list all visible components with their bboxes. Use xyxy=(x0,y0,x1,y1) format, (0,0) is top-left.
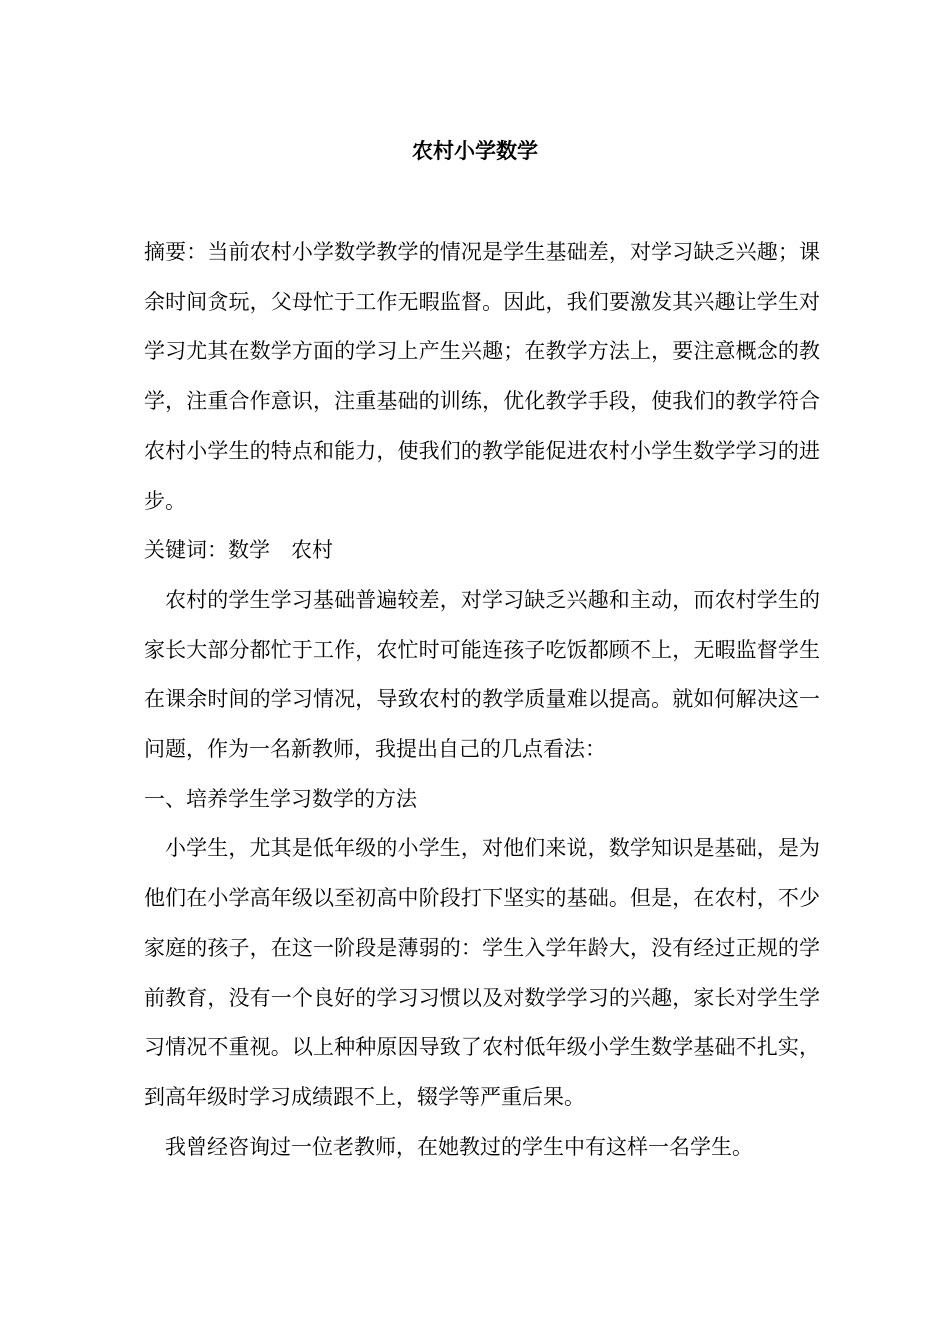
intro-paragraph: 农村的学生学习基础普遍较差，对学习缺乏兴趣和主动，而农村学生的家长大部分都忙于工作，农忙时可能连孩子吃饭都顾不上，无暇监督学生在课余时间的学习情况，导致农村的教学质量难以提高。就如何解决这一问题，作为一名新教师，我提出自己的几点看法： xyxy=(144,587,820,762)
page-title: 农村小学数学 xyxy=(412,139,538,163)
section-heading: 一、培养学生学习数学的方法 xyxy=(144,786,417,811)
section-paragraph: 我曾经咨询过一位老教师，在她教过的学生中有这样一名学生。 xyxy=(165,1134,753,1159)
abstract-paragraph: 摘要：当前农村小学数学教学的情况是学生基础差，对学习缺乏兴趣；课余时间贪玩，父母忙于工作无暇监督。因此，我们要激发其兴趣让学生对学习尤其在数学方面的学习上产生兴趣；在教学方法上，要注意概念的教学，注重合作意识，注重基础的训练，优化教学手段，使我们的教学符合农村小学生的特点和能力，使我们的教学能促进农村小学生数学学习的进步。 xyxy=(144,240,820,513)
section-paragraph: 小学生，尤其是低年级的小学生，对他们来说，数学知识是基础，是为他们在小学高年级以至初高中阶段打下坚实的基础。但是，在农村，不少家庭的孩子，在这一阶段是薄弱的：学生入学年龄大，没有经过正规的学前教育，没有一个良好的学习习惯以及对数学学习的兴趣，家长对学生学习情况不重视。以上种种原因导致了农村低年级小学生数学基础不扎实，到高年级时学习成绩跟不上，辍学等严重后果。 xyxy=(144,836,820,1109)
document-body xyxy=(144,228,820,1172)
keywords-line: 关键词：数学 农村 xyxy=(144,538,333,563)
